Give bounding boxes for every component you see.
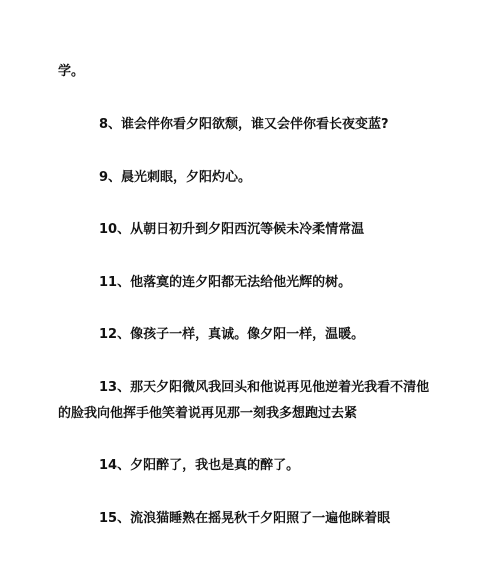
text-line: 14、夕阳醉了，我也是真的醉了。 [99, 458, 300, 473]
text-line: 学。 [58, 64, 85, 79]
text-line: 的脸我向他挥手他笑着说再见那一刻我多想跑过去紧 [58, 406, 358, 421]
text-line: 12、像孩子一样，真诚。像夕阳一样，温暖。 [99, 327, 365, 342]
text-line: 10、从朝日初升到夕阳西沉等候未冷柔情常温 [99, 222, 365, 237]
text-line: 11、他落寞的连夕阳都无法给他光辉的树。 [99, 275, 352, 290]
text-line: 9、晨光刺眼，夕阳灼心。 [99, 170, 252, 185]
text-line: 15、流浪猫睡熟在摇晃秋千夕阳照了一遍他眯着眼 [99, 511, 391, 526]
text-line: 8、谁会伴你看夕阳欲颓，谁又会伴你看长夜变蓝? [99, 117, 389, 132]
text-line: 13、那天夕阳微风我回头和他说再见他逆着光我看不清他 [99, 380, 430, 395]
